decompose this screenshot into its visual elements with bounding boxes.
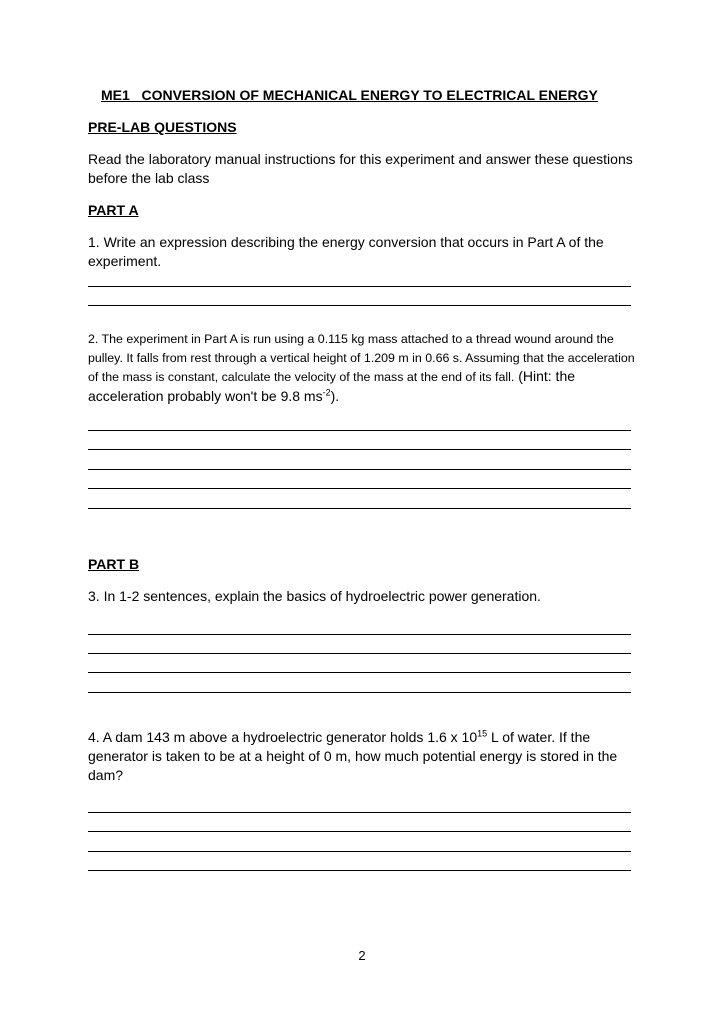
answer-line[interactable] — [88, 634, 631, 635]
answer-line[interactable] — [88, 286, 631, 287]
page-title: ME1 CONVERSION OF MECHANICAL ENERGY TO ELECTRICAL ENERGY — [101, 87, 598, 103]
question-4 — [88, 728, 638, 785]
part-b-heading: PART B — [88, 556, 140, 572]
exponent: 15 — [477, 728, 488, 739]
question-1: 1. Write an expression describing the energy conversion that occurs in Part A of the experiment. — [88, 234, 604, 269]
answer-line[interactable] — [88, 430, 631, 431]
hint-superscript: -2 — [322, 386, 331, 397]
answer-line[interactable] — [88, 449, 631, 450]
page-number: 2 — [358, 948, 366, 963]
answer-line[interactable] — [88, 672, 631, 673]
intro-text: Read the laboratory manual instructions for this experiment and answer these questions before the lab class — [88, 151, 633, 186]
prelab-heading: PRE-LAB QUESTIONS — [88, 119, 237, 135]
answer-line[interactable] — [88, 469, 631, 470]
answer-line[interactable] — [88, 488, 631, 489]
question-4-text-b: L of water. If the generator is taken to be at a height of 0 m, how much potential energy is stored in the dam? — [88, 729, 618, 783]
answer-line[interactable] — [88, 653, 631, 654]
answer-line[interactable] — [88, 692, 631, 693]
part-a-heading: PART A — [88, 202, 139, 218]
hint-text: (Hint: the acceleration probably won't be 9.8 ms — [88, 368, 576, 404]
answer-line[interactable] — [88, 851, 631, 852]
answer-line[interactable] — [88, 305, 631, 306]
question-4-text-a: 4. A dam 143 m above a hydroelectric generator holds 1.6 x 10 — [88, 729, 478, 745]
question-3: 3. In 1-2 sentences, explain the basics of hydroelectric power generation. — [88, 588, 541, 604]
answer-line[interactable] — [88, 870, 631, 871]
answer-line[interactable] — [88, 831, 631, 832]
hint-end: ). — [330, 387, 340, 404]
answer-line[interactable] — [88, 812, 631, 813]
question-2-text: 2. The experiment in Part A is run using a 0.115 kg mass attached to a thread wound around the pulley. It falls from rest through a vertical height of 1.209 m in 0.66 s. Assuming that the acceleration of the mass is constant, calculate the velocity of the mass at the end of its fall. — [88, 332, 635, 384]
answer-line[interactable] — [88, 508, 631, 509]
question-2 — [88, 330, 638, 406]
